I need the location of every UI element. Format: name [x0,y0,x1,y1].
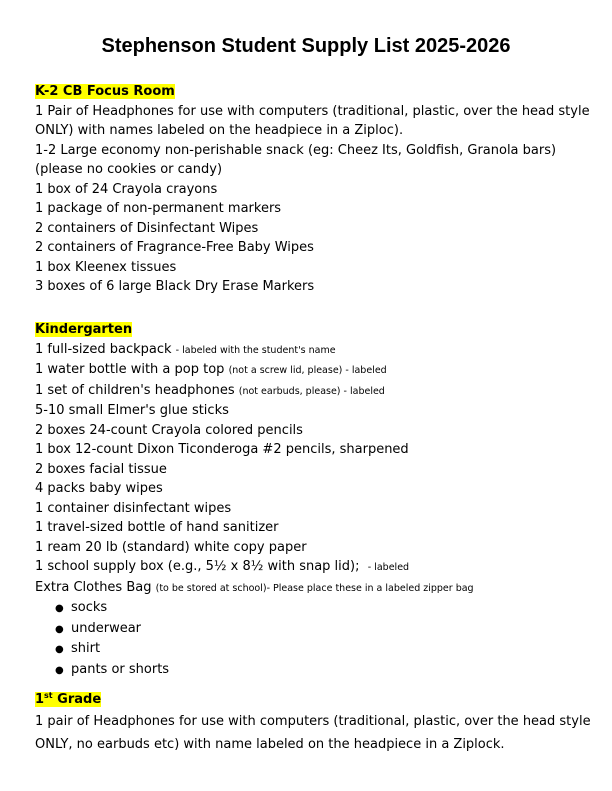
item-text: 2 boxes 24-count Crayola colored pencils [35,422,303,438]
list-item [35,381,592,402]
list-item: 3 boxes of 6 large Black Dry Erase Markers [35,279,315,294]
list-item [35,518,592,538]
heading-label: Grade [52,692,102,707]
item-note: - labeled [367,562,410,573]
first-grade-heading-text [35,692,101,707]
item-text: Extra Clothes Bag [35,579,156,595]
item-text: 1 water bottle with a pop top [35,362,229,377]
item-note: (to be stored at school)- Please place these in a labeled zipper bag [155,582,474,594]
item-text: 1 full-sized backpack [35,341,176,357]
list-item [35,460,592,480]
list-item: ● pants or shorts [55,660,592,681]
list-item: 1-2 Large economy non-perishable snack (eg: Cheez Its, Goldfish, Granola bars) (please no cookies or candy) [35,142,557,177]
kindergarten-section [35,320,592,680]
list-item [35,360,592,381]
item-text: 5-10 small Elmer's glue sticks [35,403,229,418]
first-grade-section [35,690,592,756]
list-item: 1 pair of Headphones for use with computers (traditional, plastic, over the head style ONLY, no earbuds etc) with name labeled on the headpiece in a Ziplock. [35,713,591,752]
list-item [35,538,592,558]
kindergarten-heading [35,320,592,340]
list-item: 1 box of 24 Crayola crayons [35,181,218,197]
item-text: 1 school supply box (e.g., 5½ x 8½ with snap lid); [35,559,368,574]
item-text: 1 travel-sized bottle of hand sanitizer [35,520,279,535]
list-item: 2 containers of Disinfectant Wipes [35,220,259,236]
item-text: 1 ream 20 lb (standard) white copy paper [35,539,307,555]
list-item [35,421,592,441]
extra-clothes-list [35,598,592,680]
list-item [35,340,592,361]
item-note: - labeled with the student's name [175,344,336,356]
first-grade-heading [35,690,592,710]
kindergarten-heading-text: Kindergarten [35,322,133,337]
list-item [35,401,592,421]
list-item [35,578,592,599]
list-item: ● shirt [55,639,592,660]
list-item: 2 containers of Fragrance-Free Baby Wipes [35,240,314,255]
list-item [35,440,592,460]
focus-room-section [35,82,592,297]
list-item: 1 box Kleenex tissues [35,259,177,275]
item-note: (not earbuds, please) - labeled [238,385,385,397]
page-title: Stephenson Student Supply List 2025-2026 [101,35,511,57]
list-item: ● underwear [55,619,592,640]
item-note: (not a screw lid, please) - labeled [228,365,387,376]
list-item: 1 Pair of Headphones for use with computers (traditional, plastic, over the head style ONLY) with names labeled on the headpiece in a Ziploc). [35,103,590,138]
list-item: 1 package of non-permanent markers [35,201,282,216]
heading-ordinal: st [44,691,53,700]
item-text: 1 box 12-count Dixon Ticonderoga #2 pencils, sharpened [35,442,409,457]
item-text: 1 set of children's headphones [35,382,239,398]
list-item [35,557,592,578]
item-text: 4 packs baby wipes [35,481,163,496]
focus-room-heading-text: K-2 CB Focus Room [35,84,175,99]
focus-room-heading [35,82,592,102]
heading-number: 1 [35,692,45,707]
list-item [35,479,592,499]
item-text: 1 container disinfectant wipes [35,500,232,516]
list-item: ● socks [55,598,592,619]
list-item [35,499,592,519]
item-text: 2 boxes facial tissue [35,461,167,477]
